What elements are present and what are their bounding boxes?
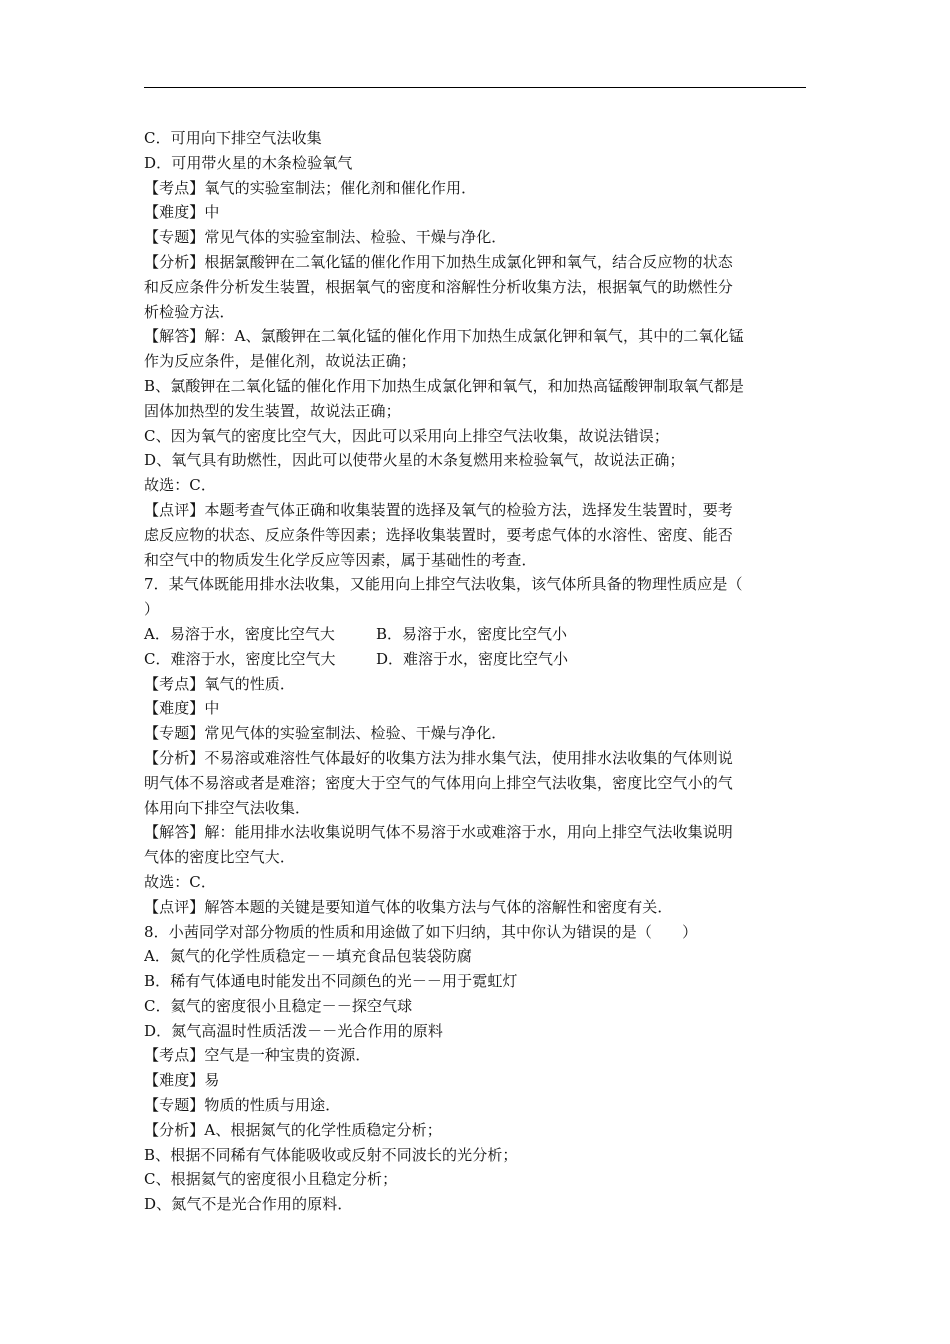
text-line: 虑反应物的状态、反应条件等因素；选择收集装置时，要考虑气体的水溶性、密度、能否 (144, 525, 733, 544)
option-b: B．稀有气体通电时能发出不同颜色的光－－用于霓虹灯 (144, 972, 518, 991)
text-line: 【难度】易 (144, 1071, 220, 1090)
option-a: A．氮气的化学性质稳定－－填充食品包装袋防腐 (144, 947, 473, 966)
text-line: C、因为氧气的密度比空气大，因此可以采用向上排空气法收集，故说法错误； (144, 426, 669, 445)
text-line: 【分析】A、根据氮气的化学性质稳定分析； (144, 1120, 442, 1139)
text-line: 【难度】中 (144, 203, 220, 222)
text-line: 故选：C． (144, 872, 216, 891)
text-line: 【专题】常见气体的实验室制法、检验、干燥与净化． (144, 228, 507, 247)
header-rule (144, 87, 806, 88)
text-line: 【解答】解：A、氯酸钾在二氧化锰的催化作用下加热生成氯化钾和氧气，其中的二氧化锰 (144, 327, 744, 346)
question-7-stem: 7．某气体既能用排水法收集，又能用向上排空气法收集，该气体所具备的物理性质应是（ (144, 575, 743, 594)
option-d: D．氮气高温时性质活泼－－光合作用的原料 (144, 1021, 444, 1040)
text-line: 固体加热型的发生装置，故说法正确； (144, 401, 401, 420)
text-line: 【点评】解答本题的关键是要知道气体的收集方法与气体的溶解性和密度有关． (144, 897, 673, 916)
text-line: B、氯酸钾在二氧化锰的催化作用下加热生成氯化钾和氧气，和加热高锰酸钾制取氧气都是 (144, 376, 745, 395)
text-line: 故选：C． (144, 476, 216, 495)
question-7-options-row (144, 622, 806, 647)
option-a: A．易溶于水，密度比空气大 (144, 624, 335, 643)
option-c: C．氦气的密度很小且稳定－－探空气球 (144, 996, 413, 1015)
text-line: 【难度】中 (144, 699, 220, 718)
text-line: D、氧气具有助燃性，因此可以使带火星的木条复燃用来检验氧气，故说法正确； (144, 451, 685, 470)
text-line: 明气体不易溶或者是难溶；密度大于空气的气体用向上排空气法收集，密度比空气小的气 (144, 773, 733, 792)
text-line: 【分析】不易溶或难溶性气体最好的收集方法为排水集气法，使用排水法收集的气体则说 (144, 748, 733, 767)
text-line: 【考点】氧气的性质． (144, 674, 296, 693)
text-line: 气体的密度比空气大． (144, 848, 296, 867)
question-7-stem-end: ） (144, 600, 160, 619)
text-line: 【专题】常见气体的实验室制法、检验、干燥与净化． (144, 724, 507, 743)
document-body (144, 126, 806, 1217)
text-line: 【分析】根据氯酸钾在二氧化锰的催化作用下加热生成氯化钾和氧气，结合反应物的状态 (144, 252, 733, 271)
text-line: 【考点】空气是一种宝贵的资源． (144, 1046, 371, 1065)
text-line: 作为反应条件，是催化剂，故说法正确； (144, 352, 416, 371)
text-line: D．可用带火星的木条检验氧气 (144, 153, 353, 172)
text-line: 和反应条件分析发生装置，根据氧气的密度和溶解性分析收集方法，根据氧气的助燃性分 (144, 277, 733, 296)
option-c: C．难溶于水，密度比空气大 (144, 649, 336, 668)
text-line: C．可用向下排空气法收集 (144, 129, 322, 147)
text-line: D、氮气不是光合作用的原料． (144, 1195, 353, 1214)
text-line: 和空气中的物质发生化学反应等因素，属于基础性的考查． (144, 550, 537, 569)
text-line: 【解答】解：能用排水法收集说明气体不易溶于水或难溶于水，用向上排空气法收集说明 (144, 823, 733, 842)
text-line: 【点评】本题考查气体正确和收集装置的选择及氧气的检验方法，选择发生装置时，要考 (144, 500, 733, 519)
question-8-stem: 8．小茜同学对部分物质的性质和用途做了如下归纳，其中你认为错误的是（ ） (144, 922, 698, 941)
text-line: 【专题】物质的性质与用途． (144, 1096, 341, 1115)
question-7-options-row (144, 647, 806, 672)
text-line: C、根据氦气的密度很小且稳定分析； (144, 1170, 398, 1189)
text-line: B、根据不同稀有气体能吸收或反射不同波长的光分析； (144, 1145, 518, 1164)
text-line: 析检验方法． (144, 302, 235, 321)
text-line: 【考点】氧气的实验室制法；催化剂和催化作用． (144, 178, 477, 197)
option-d: D．难溶于水，密度比空气小 (376, 649, 569, 668)
text-line: 体用向下排空气法收集． (144, 798, 311, 817)
option-b: B．易溶于水，密度比空气小 (376, 624, 568, 643)
